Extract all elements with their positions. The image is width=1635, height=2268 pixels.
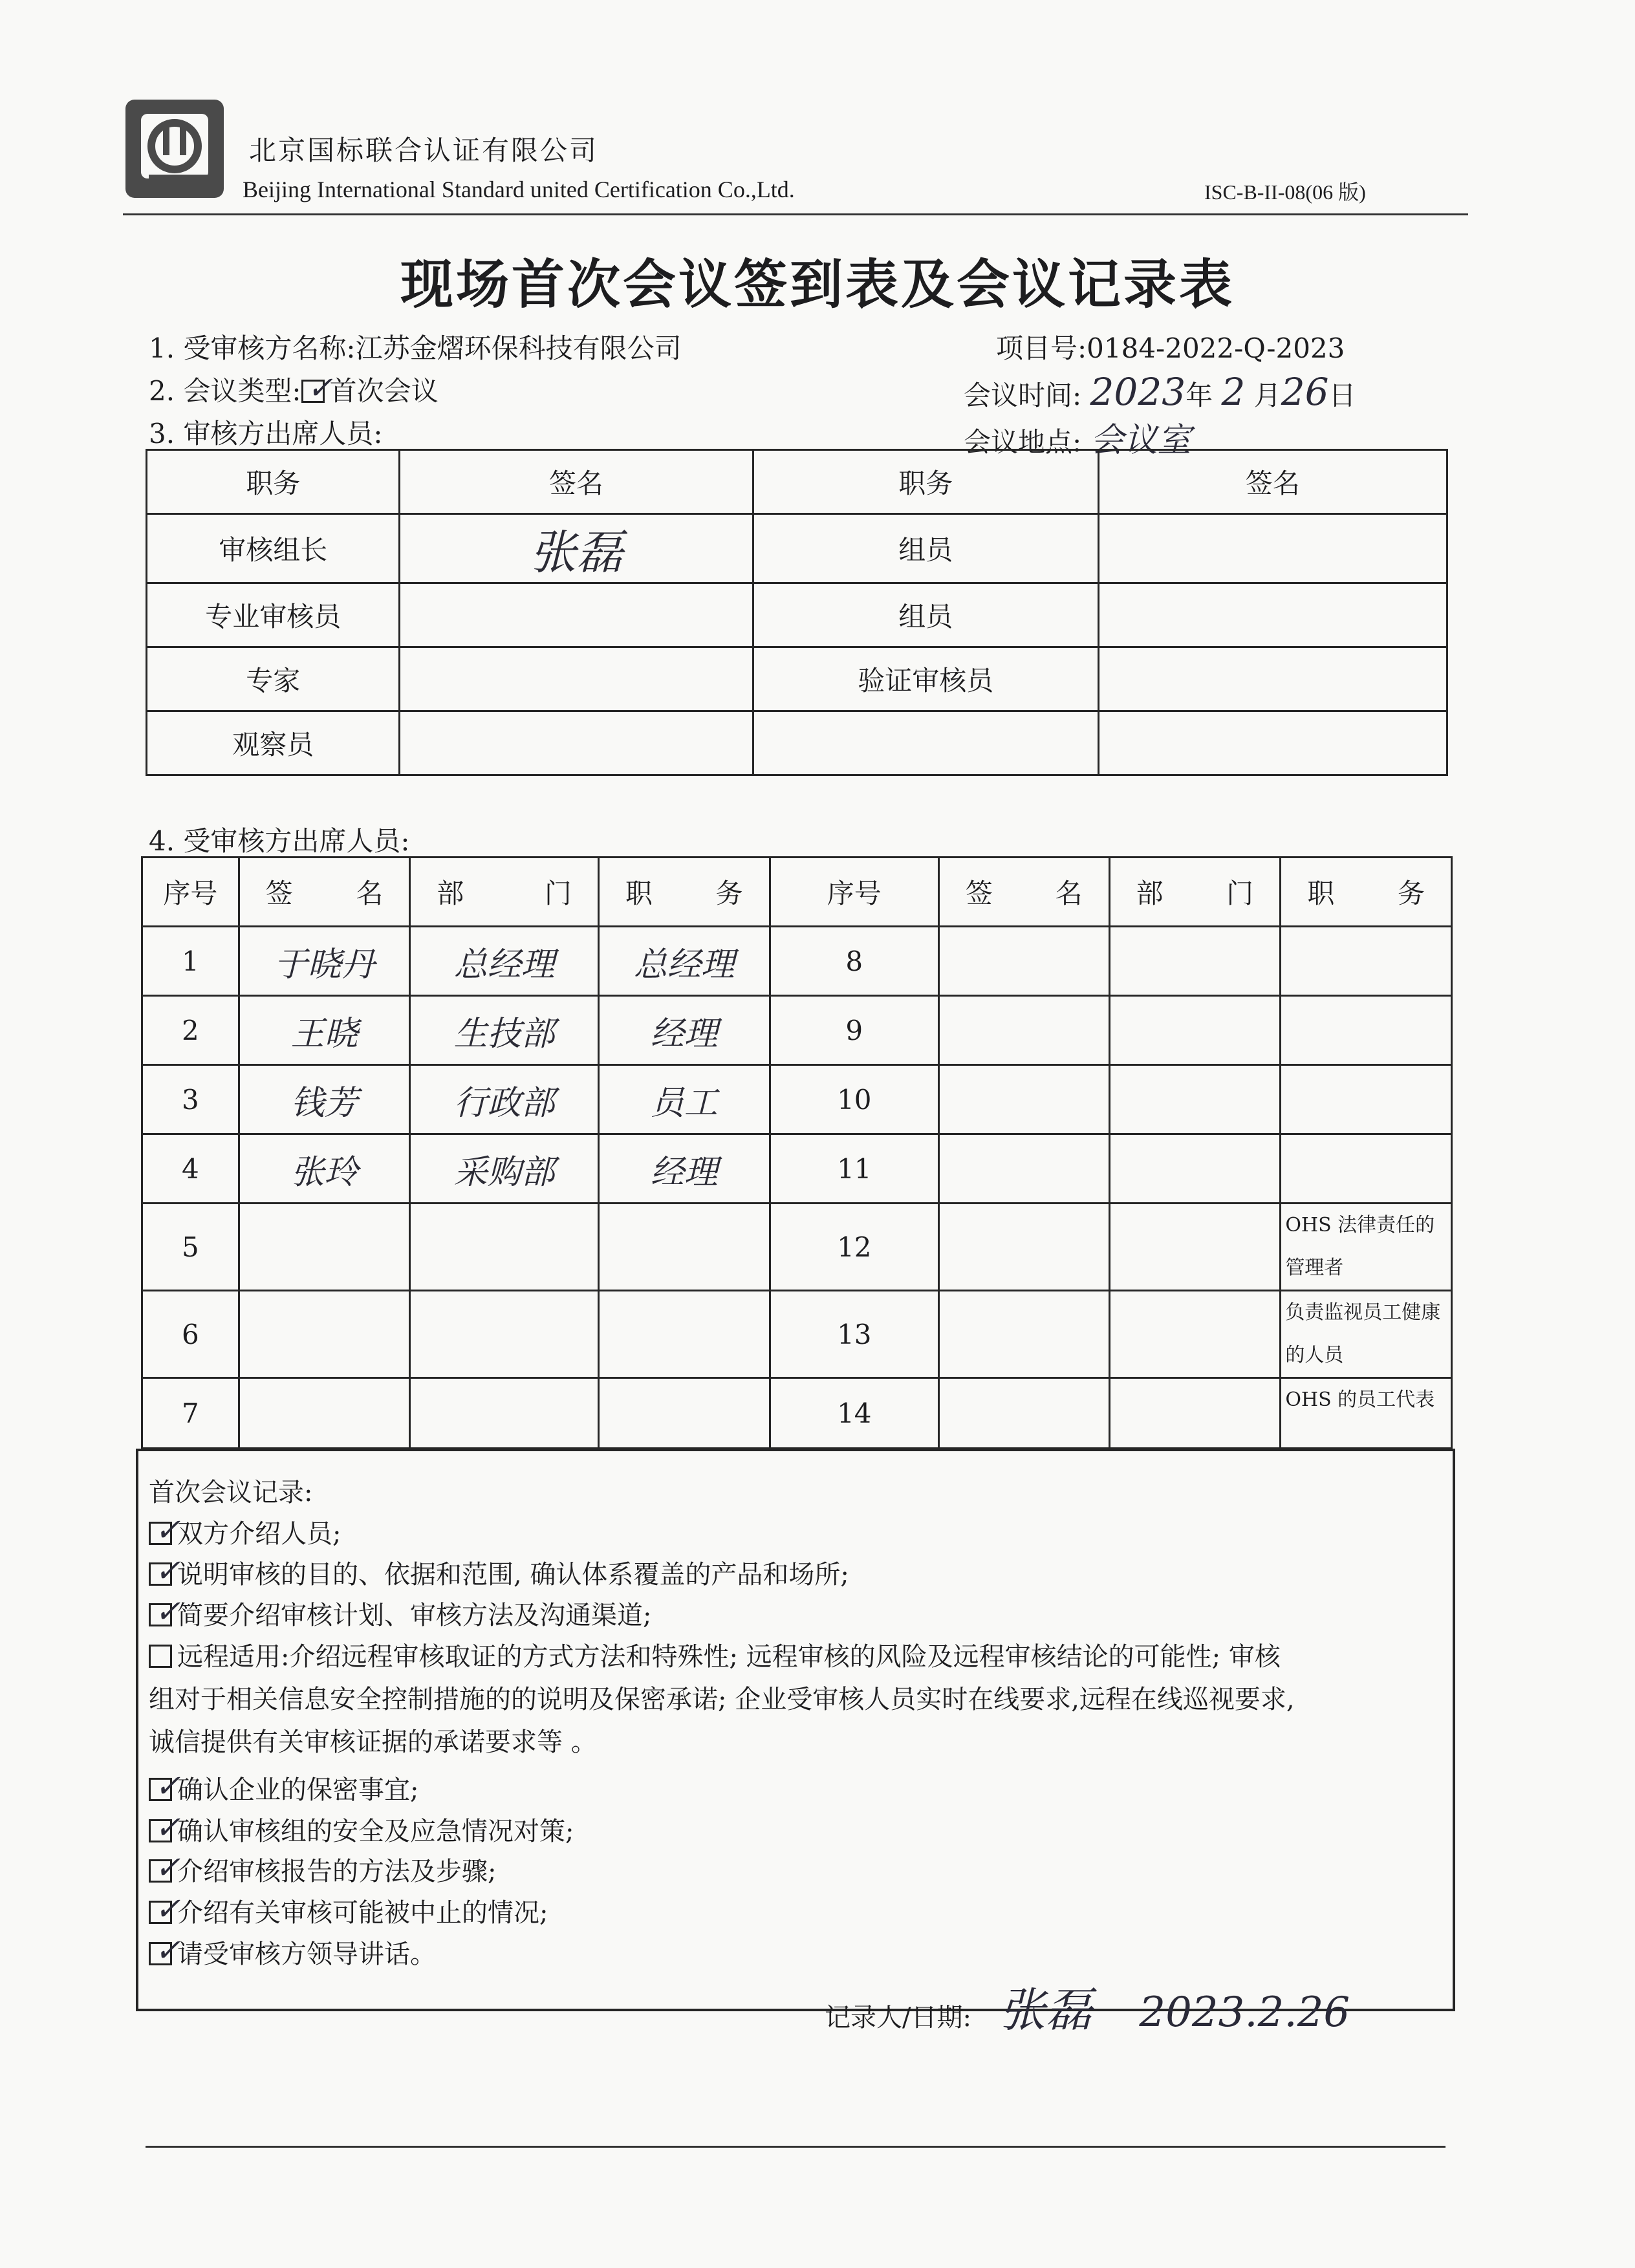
auditor-table-header <box>147 450 1447 514</box>
header-position: 职务 <box>1281 858 1452 927</box>
meeting-year: 2023 <box>1090 370 1186 414</box>
recorder-label: 记录人/日期: <box>825 2003 971 2033</box>
project-number-label: 项目号: <box>996 332 1087 364</box>
record-item <box>149 1554 849 1591</box>
table-row <box>147 514 1447 583</box>
role-cell: 专业审核员 <box>147 583 400 647</box>
meeting-time-label: 会议时间: <box>964 380 1082 411</box>
company-name-cn: 北京国标联合认证有限公司 <box>249 135 599 166</box>
table-row <box>147 583 1447 647</box>
signature-cell <box>939 1291 1110 1378</box>
table-row <box>142 1378 1452 1449</box>
department-cell <box>1109 927 1281 996</box>
row-number: 10 <box>770 1065 938 1134</box>
record-item <box>149 1892 548 1929</box>
signature-cell <box>939 1065 1110 1134</box>
signature-cell: 于晓丹 <box>239 927 410 996</box>
signature-cell: 张磊 <box>400 514 753 583</box>
signature-cell <box>1098 514 1447 583</box>
record-item-remote-line2: 组对于相关信息安全控制措施的的说明及保密承诺; 企业受审核人员实时在线要求,远程在线巡视要求, <box>149 1685 1295 1714</box>
recorder-date: 2023.2.26 <box>1139 1989 1350 2036</box>
department-cell <box>1109 1065 1281 1134</box>
table-row <box>147 711 1447 775</box>
record-item <box>149 1811 574 1848</box>
record-item-text: 确认企业的保密事宜; <box>177 1775 419 1805</box>
row-number: 5 <box>142 1204 239 1291</box>
checkbox-checked <box>149 1593 181 1630</box>
row-number: 4 <box>142 1134 239 1204</box>
auditee-table-header <box>142 858 1452 927</box>
record-item-text: 简要介绍审核计划、审核方法及沟通渠道; <box>177 1601 652 1630</box>
record-title: 首次会议记录: <box>149 1478 313 1507</box>
department-cell <box>1109 1291 1281 1378</box>
record-item-text: 说明审核的目的、依据和范围, 确认体系覆盖的产品和场所; <box>177 1560 849 1590</box>
department-cell <box>410 1204 599 1291</box>
record-item-remote <box>149 1636 1281 1673</box>
signature-cell <box>939 996 1110 1065</box>
position-cell: 经理 <box>598 996 770 1065</box>
auditee-name-row <box>149 327 682 366</box>
signature-cell <box>1098 583 1447 647</box>
checkmark-icon: ✓ <box>155 1593 181 1630</box>
department-cell <box>1109 1378 1281 1449</box>
role-cell: 观察员 <box>147 711 400 775</box>
row-number: 12 <box>770 1204 938 1291</box>
meeting-type-row <box>149 370 439 409</box>
signature-cell: 钱芳 <box>239 1065 410 1134</box>
row-number: 7 <box>142 1378 239 1449</box>
auditee-name-label: 1. 受审核方名称: <box>149 332 356 364</box>
header-divider <box>123 213 1468 215</box>
table-row <box>142 1204 1452 1291</box>
department-cell <box>1109 1204 1281 1291</box>
signature-cell <box>239 1291 410 1378</box>
checkbox-checked <box>149 1891 181 1927</box>
row-number: 13 <box>770 1291 938 1378</box>
checkbox-checked <box>149 1512 181 1548</box>
record-item-remote-line3: 诚信提供有关审核证据的承诺要求等 。 <box>149 1727 597 1757</box>
header-no: 序号 <box>770 858 938 927</box>
meeting-type-checkbox <box>301 370 333 406</box>
table-row <box>142 996 1452 1065</box>
header-role: 职务 <box>147 450 400 514</box>
row-number: 2 <box>142 996 239 1065</box>
meeting-place-label: 会议地点: <box>964 426 1082 458</box>
signature-cell <box>239 1204 410 1291</box>
position-cell <box>1281 996 1452 1065</box>
year-unit: 年 <box>1186 380 1213 411</box>
header-signature: 签名 <box>239 858 410 927</box>
role-cell <box>753 711 1098 775</box>
signature-cell <box>239 1378 410 1449</box>
record-item <box>149 1595 651 1632</box>
checkbox-unchecked <box>149 1645 172 1668</box>
checkmark-icon: ✓ <box>155 1512 181 1548</box>
position-cell: OHS 法律责任的管理者 <box>1281 1204 1452 1291</box>
signature-cell <box>400 711 753 775</box>
row-number: 6 <box>142 1291 239 1378</box>
header-department: 部门 <box>1109 858 1281 927</box>
signature-cell <box>1098 647 1447 711</box>
department-cell <box>1109 996 1281 1065</box>
auditee-name-value: 江苏金熠环保科技有限公司 <box>355 332 682 364</box>
checkmark-icon: ✓ <box>155 1768 181 1804</box>
record-item <box>149 1934 436 1971</box>
meeting-day: 26 <box>1281 370 1329 414</box>
meeting-type-value: 首次会议 <box>329 375 439 407</box>
row-number: 8 <box>770 927 938 996</box>
record-item-text: 远程适用:介绍远程审核取证的方式方法和特殊性; 远程审核的风险及远程审核结论的可能性; 审核 <box>177 1642 1281 1672</box>
header-department: 部门 <box>410 858 599 927</box>
checkbox-checked <box>149 1768 181 1804</box>
checkmark-icon: ✓ <box>307 370 333 406</box>
header-signature: 签名 <box>400 450 753 514</box>
auditee-table <box>141 856 1453 1449</box>
row-number: 3 <box>142 1065 239 1134</box>
role-cell: 专家 <box>147 647 400 711</box>
signature-cell <box>939 1204 1110 1291</box>
meeting-month: 2 <box>1221 370 1246 414</box>
department-cell: 采购部 <box>410 1134 599 1204</box>
role-cell: 验证审核员 <box>753 647 1098 711</box>
checkmark-icon: ✓ <box>155 1850 181 1886</box>
signature-cell <box>400 583 753 647</box>
document-title: 现场首次会议签到表及会议记录表 <box>400 254 1235 316</box>
role-cell: 审核组长 <box>147 514 400 583</box>
checkmark-icon: ✓ <box>155 1932 181 1969</box>
auditor-table <box>146 449 1448 776</box>
checkbox-checked <box>149 1850 181 1886</box>
row-number: 9 <box>770 996 938 1065</box>
position-cell: 员工 <box>598 1065 770 1134</box>
form-code: ISC-B-II-08(06 版) <box>1204 180 1366 204</box>
recorder-signature: 张磊 <box>999 1983 1092 2037</box>
table-row <box>147 647 1447 711</box>
signature-cell <box>939 927 1110 996</box>
record-item <box>149 1851 496 1888</box>
department-cell: 生技部 <box>410 996 599 1065</box>
record-item-text: 介绍有关审核可能被中止的情况; <box>177 1898 548 1928</box>
department-cell: 总经理 <box>410 927 599 996</box>
position-cell: 经理 <box>598 1134 770 1204</box>
position-cell <box>1281 927 1452 996</box>
role-cell: 组员 <box>753 514 1098 583</box>
position-cell <box>1281 1065 1452 1134</box>
record-item-text: 双方介绍人员; <box>177 1519 341 1549</box>
record-item <box>149 1513 341 1550</box>
position-cell <box>598 1378 770 1449</box>
position-cell: 负责监视员工健康的人员 <box>1281 1291 1452 1378</box>
header-no: 序号 <box>142 858 239 927</box>
recorder-row <box>825 1972 1350 2040</box>
row-number: 1 <box>142 927 239 996</box>
table-row <box>142 927 1452 996</box>
department-cell: 行政部 <box>410 1065 599 1134</box>
record-item <box>149 1769 418 1806</box>
department-cell <box>410 1378 599 1449</box>
checkmark-icon: ✓ <box>155 1891 181 1927</box>
header-position: 职务 <box>598 858 770 927</box>
meeting-time-row <box>964 370 1356 414</box>
table-row <box>142 1134 1452 1204</box>
role-cell: 组员 <box>753 583 1098 647</box>
signature-cell: 王晓 <box>239 996 410 1065</box>
signature-cell <box>1098 711 1447 775</box>
checkbox-checked <box>149 1809 181 1846</box>
project-number-row <box>996 327 1345 366</box>
project-number-value: 0184-2022-Q-2023 <box>1087 332 1345 364</box>
position-cell: 总经理 <box>598 927 770 996</box>
signature-cell <box>400 647 753 711</box>
company-name-en: Beijing International Standard united Certification Co.,Ltd. <box>243 177 795 202</box>
month-unit: 月 <box>1253 380 1281 411</box>
position-cell <box>598 1291 770 1378</box>
signature-cell: 张玲 <box>239 1134 410 1204</box>
meeting-place-value: 会议室 <box>1090 421 1191 460</box>
row-number: 14 <box>770 1378 938 1449</box>
header-role: 职务 <box>753 450 1098 514</box>
department-cell <box>410 1291 599 1378</box>
department-cell <box>1109 1134 1281 1204</box>
footer-divider <box>146 2146 1446 2148</box>
auditor-attendees-label: 3. 审核方出席人员: <box>149 418 383 449</box>
meeting-type-label: 2. 会议类型: <box>149 375 301 407</box>
signature-cell <box>939 1134 1110 1204</box>
record-item-text: 介绍审核报告的方法及步骤; <box>177 1857 497 1886</box>
checkmark-icon: ✓ <box>155 1553 181 1589</box>
position-cell <box>1281 1134 1452 1204</box>
table-row <box>142 1291 1452 1378</box>
position-cell <box>598 1204 770 1291</box>
checkbox-checked <box>149 1553 181 1589</box>
checkbox-checked <box>149 1932 181 1969</box>
auditee-attendees-label: 4. 受审核方出席人员: <box>149 825 410 857</box>
row-number: 11 <box>770 1134 938 1204</box>
signature-cell <box>939 1378 1110 1449</box>
day-unit: 日 <box>1328 380 1356 411</box>
header-signature: 签名 <box>1098 450 1447 514</box>
table-row <box>142 1065 1452 1134</box>
position-cell: OHS 的员工代表 <box>1281 1378 1452 1449</box>
record-item-text: 确认审核组的安全及应急情况对策; <box>177 1817 574 1846</box>
company-logo <box>123 97 226 200</box>
record-item-text: 请受审核方领导讲话。 <box>177 1939 436 1969</box>
checkmark-icon: ✓ <box>155 1809 181 1846</box>
header-signature: 签名 <box>939 858 1110 927</box>
